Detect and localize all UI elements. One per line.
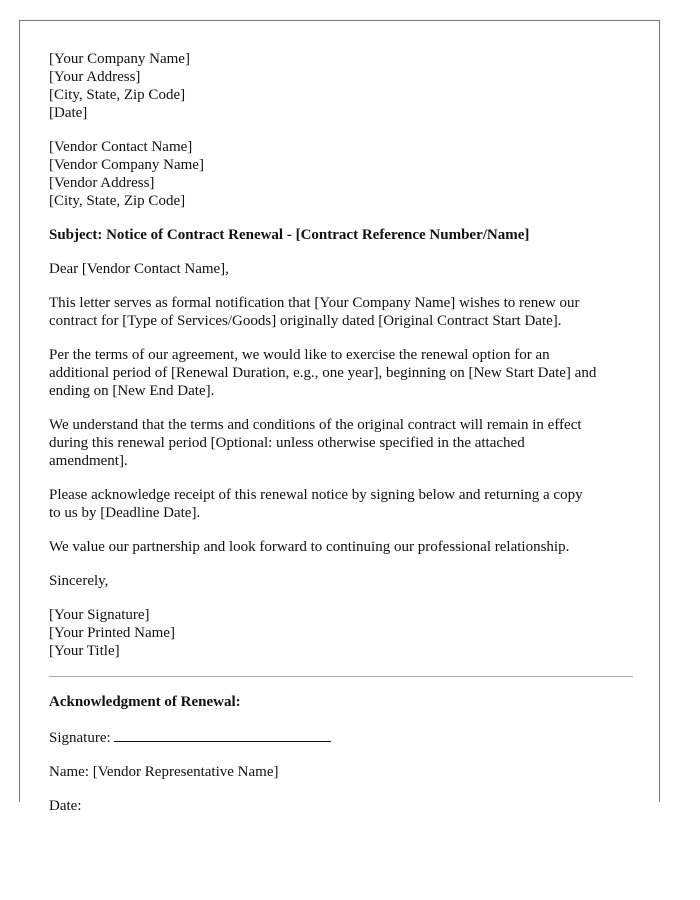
paragraph-acknowledge-request: [49, 486, 639, 522]
letter-date: [Date]: [49, 105, 88, 121]
paragraph-line: ending on [New End Date].: [49, 383, 215, 399]
recipient-company: [Vendor Company Name]: [49, 157, 204, 173]
paragraph-line: We value our partnership and look forward to continuing our professional relationship.: [49, 539, 570, 555]
acknowledgment-date-line: Date:: [49, 798, 82, 814]
sender-address-block: [49, 50, 639, 122]
sender-city-state-zip: [City, State, Zip Code]: [49, 87, 186, 103]
sender-company: [Your Company Name]: [49, 51, 190, 67]
letter-page: [19, 20, 660, 814]
paragraph-partnership: [49, 538, 639, 556]
salutation: Dear [Vendor Contact Name],: [49, 261, 229, 277]
acknowledgment-signature-row: [49, 727, 639, 747]
paragraph-line: This letter serves as formal notification that [Your Company Name] wishes to renew our: [49, 295, 580, 311]
paragraph-line: contract for [Type of Services/Goods] originally dated [Original Contract Start Date].: [49, 313, 562, 329]
sender-address: [Your Address]: [49, 69, 141, 85]
paragraph-line: additional period of [Renewal Duration, e.g., one year], beginning on [New Start Date] and: [49, 365, 597, 381]
signature-block: [49, 606, 639, 660]
paragraph-renewal-option: [49, 346, 639, 400]
paragraph-line: Per the terms of our agreement, we would like to exercise the renewal option for an: [49, 347, 550, 363]
recipient-contact-name: [Vendor Contact Name]: [49, 139, 193, 155]
paragraph-line: Please acknowledge receipt of this renewal notice by signing below and returning a copy: [49, 487, 583, 503]
recipient-address: [Vendor Address]: [49, 175, 155, 191]
letter-content: [49, 50, 639, 815]
recipient-city-state-zip: [City, State, Zip Code]: [49, 193, 186, 209]
acknowledgment-name-line: Name: [Vendor Representative Name]: [49, 764, 279, 780]
recipient-address-block: [49, 138, 639, 210]
closing: Sincerely,: [49, 573, 109, 589]
subject-line: Subject: Notice of Contract Renewal - [Contract Reference Number/Name]: [49, 227, 530, 243]
paragraph-line: during this renewal period [Optional: unless otherwise specified in the attached: [49, 435, 525, 451]
sender-title: [Your Title]: [49, 643, 120, 659]
sender-signature: [Your Signature]: [49, 607, 150, 623]
paragraph-line: to us by [Deadline Date].: [49, 505, 201, 521]
section-divider: [49, 676, 633, 677]
paragraph-terms: [49, 416, 639, 470]
paragraph-notification: [49, 294, 639, 330]
signature-label: Signature:: [49, 730, 111, 746]
paragraph-line: amendment].: [49, 453, 128, 469]
paragraph-line: We understand that the terms and conditions of the original contract will remain in effect: [49, 417, 582, 433]
signature-line[interactable]: [114, 727, 331, 742]
sender-printed-name: [Your Printed Name]: [49, 625, 175, 641]
acknowledgment-title: Acknowledgment of Renewal:: [49, 694, 241, 710]
